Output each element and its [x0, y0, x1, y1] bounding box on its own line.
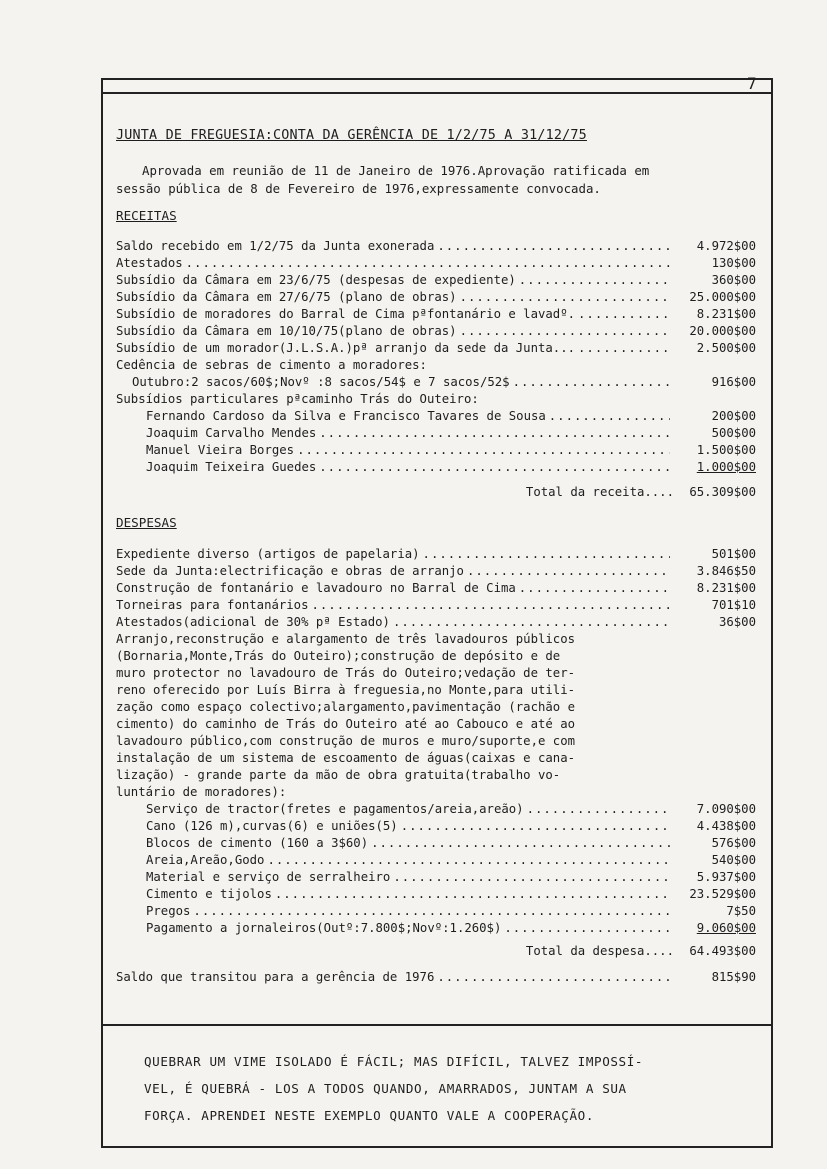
receitas-list	[116, 238, 756, 501]
header-rule	[101, 92, 773, 94]
despesa-row: Blocos de cimento (160 a 3$60) ..... 576$00	[116, 835, 756, 852]
receita-row: Subsídio de moradores do Barral de Cima pªfontanário e lavadº. ..... 8.231$00	[116, 306, 756, 323]
despesa-row: Torneiras para fontanários ..... 701$10	[116, 597, 756, 614]
receita-row: Joaquim Carvalho Mendes ..... 500$00	[116, 425, 756, 442]
receita-row: Subsídio da Câmara em 10/10/75(plano de obras) ..... 20.000$00	[116, 323, 756, 340]
motto-text: QUEBRAR UM VIME ISOLADO É FÁCIL; MAS DIFÍCIL, TALVEZ IMPOSSÍ- VEL, É QUEBRÁ - LOS A TODOS QUANDO, AMARRADOS, JUNTAM A SUA FORÇA. APRENDEI NESTE EXEMPLO QUANTO VALE A COOPERAÇÃO.	[144, 1054, 644, 1123]
receita-row: Subsídio da Câmara em 23/6/75 (despesas de expediente) ..... 360$00	[116, 272, 756, 289]
approval-line: Aprovada em reunião de 11 de Janeiro de 1976.Aprovação ratificada em	[142, 163, 650, 178]
receita-total-row: Total da receita.... 65.309$00	[525, 485, 756, 499]
receita-row: Outubro:2 sacos/60$;Novº :8 sacos/54$ e 7 sacos/52$ ..... 916$00	[116, 374, 756, 391]
despesa-row: Construção de fontanário e lavadouro no Barral de Cima ..... 8.231$00	[116, 580, 756, 597]
approval-note	[116, 162, 752, 198]
despesa-row: Sede da Junta:electrificação e obras de arranjo ..... 3.846$50	[116, 563, 756, 580]
cedencia-label: Cedência de sebras de cimento a moradores:	[116, 358, 427, 372]
despesa-row: Expediente diverso (artigos de papelaria) ..... 501$00	[116, 546, 756, 563]
despesa-row: Material e serviço de serralheiro ..... 5.937$00	[116, 869, 756, 886]
receitas-heading: RECEITAS	[116, 208, 177, 223]
arranjo-description: Arranjo,reconstrução e alargamento de três lavadouros públicos (Bornaria,Monte,Trás do Outeiro);construção de depósito e de muro protector no lavadouro de Trás do Outeiro;vedação de ter- reno oferecido por Luís Birra à freguesia,no Monte,para utili- zação como espaço colectivo;alargamento,pavimentação (rachão e cimento) do caminho de Trás do Outeiro até ao Cabouco e até ao lavadouro público,com construção de muros e muro/suporte,e com instalação de um sistema de escoamento de águas(caixas e cana- lização) - grande parte da mão de obra gratuita(trabalho vo- luntário de moradores):	[116, 632, 576, 799]
despesa-row: Pagamento a jornaleiros(Outº:7.800$;Novº:1.260$) ..... 9.060$00	[116, 920, 756, 937]
receita-row: Manuel Vieira Borges ..... 1.500$00	[116, 442, 756, 459]
receita-row: Fernando Cardoso da Silva e Francisco Tavares de Sousa ..... 200$00	[116, 408, 756, 425]
despesa-row: Serviço de tractor(fretes e pagamentos/areia,areão) ..... 7.090$00	[116, 801, 756, 818]
receita-row: Atestados ..... 130$00	[116, 255, 756, 272]
saldo-row: Saldo que transitou para a gerência de 1976 ..... 815$90	[116, 969, 756, 986]
page-number: 7	[747, 74, 757, 93]
despesas-heading: DESPESAS	[116, 515, 177, 530]
particulares-label: Subsídios particulares pªcaminho Trás do Outeiro:	[116, 392, 479, 406]
despesa-row: Atestados(adicional de 30% pª Estado) ..... 36$00	[116, 614, 756, 631]
receita-row: Joaquim Teixeira Guedes ..... 1.000$00	[116, 459, 756, 476]
despesa-total-row: Total da despesa.... 64.493$00	[525, 944, 756, 958]
approval-line: sessão pública de 8 de Fevereiro de 1976,expressamente convocada.	[116, 181, 601, 196]
despesas-list	[116, 546, 756, 986]
document-title: JUNTA DE FREGUESIA:CONTA DA GERÊNCIA DE 1/2/75 A 31/12/75	[116, 128, 587, 143]
despesa-row: Cimento e tijolos ..... 23.529$00	[116, 886, 756, 903]
receita-row: Saldo recebido em 1/2/75 da Junta exonerada ..... 4.972$00	[116, 238, 756, 255]
receita-row: Subsídio da Câmara em 27/6/75 (plano de obras) ..... 25.000$00	[116, 289, 756, 306]
receita-row: Subsídio de um morador(J.L.S.A.)pª arranjo da sede da Junta... ..... 2.500$00	[116, 340, 756, 357]
despesa-row: Areia,Areão,Godo ..... 540$00	[116, 852, 756, 869]
despesa-row: Cano (126 m),curvas(6) e uniões(5) ..... 4.438$00	[116, 818, 756, 835]
despesa-row: Pregos ..... 7$50	[116, 903, 756, 920]
